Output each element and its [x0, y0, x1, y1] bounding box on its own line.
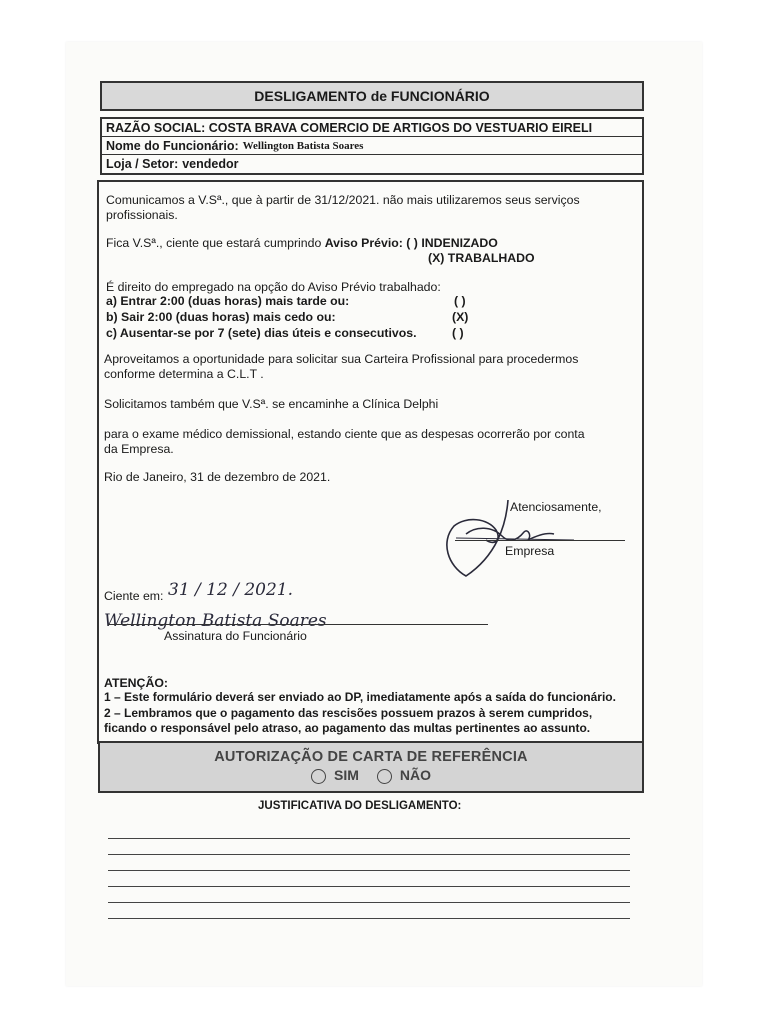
ciente-label: Ciente em:	[104, 589, 164, 603]
direito-text: É direito do empregado na opção do Aviso Prévio trabalhado:	[106, 280, 441, 294]
store-sector-label: Loja / Setor:	[106, 157, 179, 171]
option-nao-label: NÃO	[399, 767, 431, 783]
notice-body-box	[97, 180, 644, 744]
radio-circle-icon[interactable]	[377, 769, 392, 784]
exam-line-1: para o exame médico demissional, estando ciente que as despesas ocorrerão por conta	[104, 427, 585, 441]
reference-letter-options	[100, 767, 642, 784]
employee-info-table	[100, 117, 644, 175]
option-c: c) Ausentar-se por 7 (sete) dias úteis e consecutivos.	[106, 326, 417, 340]
justificativa-line	[108, 854, 630, 855]
store-sector-value: vendedor	[182, 157, 239, 171]
atencao-item-1: 1 – Este formulário deverá ser enviado ao DP, imediatamente após a saída do funcionário.	[104, 690, 616, 704]
form-title-text: DESLIGAMENTO de FUNCIONÁRIO	[254, 88, 490, 104]
reference-letter-title: AUTORIZAÇÃO DE CARTA DE REFERÊNCIA	[214, 749, 528, 765]
option-b: b) Sair 2:00 (duas horas) mais cedo ou:	[106, 310, 336, 324]
justificativa-line	[108, 870, 630, 871]
option-sim[interactable]	[311, 767, 359, 784]
clinica-text: Solicitamos também que V.Sª. se encaminhe a Clínica Delphi	[104, 397, 439, 411]
justificativa-line	[108, 838, 630, 839]
place-date: Rio de Janeiro, 31 de dezembro de 2021.	[104, 470, 331, 484]
aviso-option-indenizado: : ( ) INDENIZADO	[398, 236, 498, 250]
aviso-prefix: Fica V.Sª., ciente que estará cumprindo	[106, 236, 322, 250]
employee-name-value: Wellington Batista Soares	[242, 139, 364, 152]
aviso-option-trabalhado: (X) TRABALHADO	[428, 251, 535, 265]
option-b-mark: (X)	[452, 310, 469, 324]
justificativa-line	[108, 886, 630, 887]
atencao-item-2-line-1: 2 – Lembramos que o pagamento das rescisões possuem prazos à serem cumpridos,	[104, 706, 593, 720]
notice-line-2: profissionais.	[106, 208, 178, 222]
razao-social-row	[102, 119, 642, 137]
ctps-line-1: Aproveitamos a oportunidade para solicitar sua Carteira Profissional para procedermos	[104, 352, 579, 366]
empresa-label: Empresa	[505, 544, 555, 558]
company-signature-line	[455, 540, 625, 541]
option-nao[interactable]	[377, 767, 431, 784]
exam-line-2: da Empresa.	[104, 442, 174, 456]
option-c-mark: ( )	[452, 326, 464, 340]
exam-paragraph	[104, 427, 585, 457]
assinatura-label: Assinatura do Funcionário	[164, 629, 307, 643]
atenciosamente-text: Atenciosamente,	[510, 500, 602, 514]
reference-letter-box	[98, 741, 644, 793]
ctps-paragraph	[104, 352, 578, 382]
notice-line-1: Comunicamos a V.Sª., que à partir de 31/12/2021. não mais utilizaremos seus serviços	[106, 193, 580, 207]
option-a-mark: ( )	[454, 294, 466, 308]
employee-signature-line	[108, 624, 488, 625]
option-a: a) Entrar 2:00 (duas horas) mais tarde ou:	[106, 294, 350, 308]
store-sector-row	[102, 155, 642, 173]
option-sim-label: SIM	[333, 767, 359, 783]
employee-signature: Wellington Batista Soares	[104, 611, 327, 631]
razao-social-text: RAZÃO SOCIAL: COSTA BRAVA COMERCIO DE ARTIGOS DO VESTUARIO EIRELI	[106, 120, 593, 135]
company-signature-icon	[436, 496, 586, 580]
justificativa-line	[108, 902, 630, 903]
aviso-label: Aviso Prévio	[324, 236, 399, 250]
ciente-date-handwritten: 31 / 12 / 2021.	[168, 580, 294, 600]
atencao-item-2-line-2: ficando o responsável pelo atraso, ao pagamento das multas pertinentes ao assunto.	[104, 721, 591, 735]
radio-circle-icon[interactable]	[311, 769, 326, 784]
ctps-line-2: conforme determina a C.L.T .	[104, 367, 264, 381]
employee-name-label: Nome do Funcionário:	[106, 138, 239, 153]
notice-paragraph	[106, 193, 580, 223]
justificativa-line	[108, 918, 630, 919]
atencao-title: ATENÇÃO:	[104, 676, 168, 690]
aviso-previo-line	[106, 236, 498, 251]
form-title	[100, 81, 644, 111]
justificativa-label: JUSTIFICATIVA DO DESLIGAMENTO:	[258, 800, 462, 812]
employee-name-row	[102, 137, 642, 155]
atencao-item-2	[104, 706, 592, 736]
